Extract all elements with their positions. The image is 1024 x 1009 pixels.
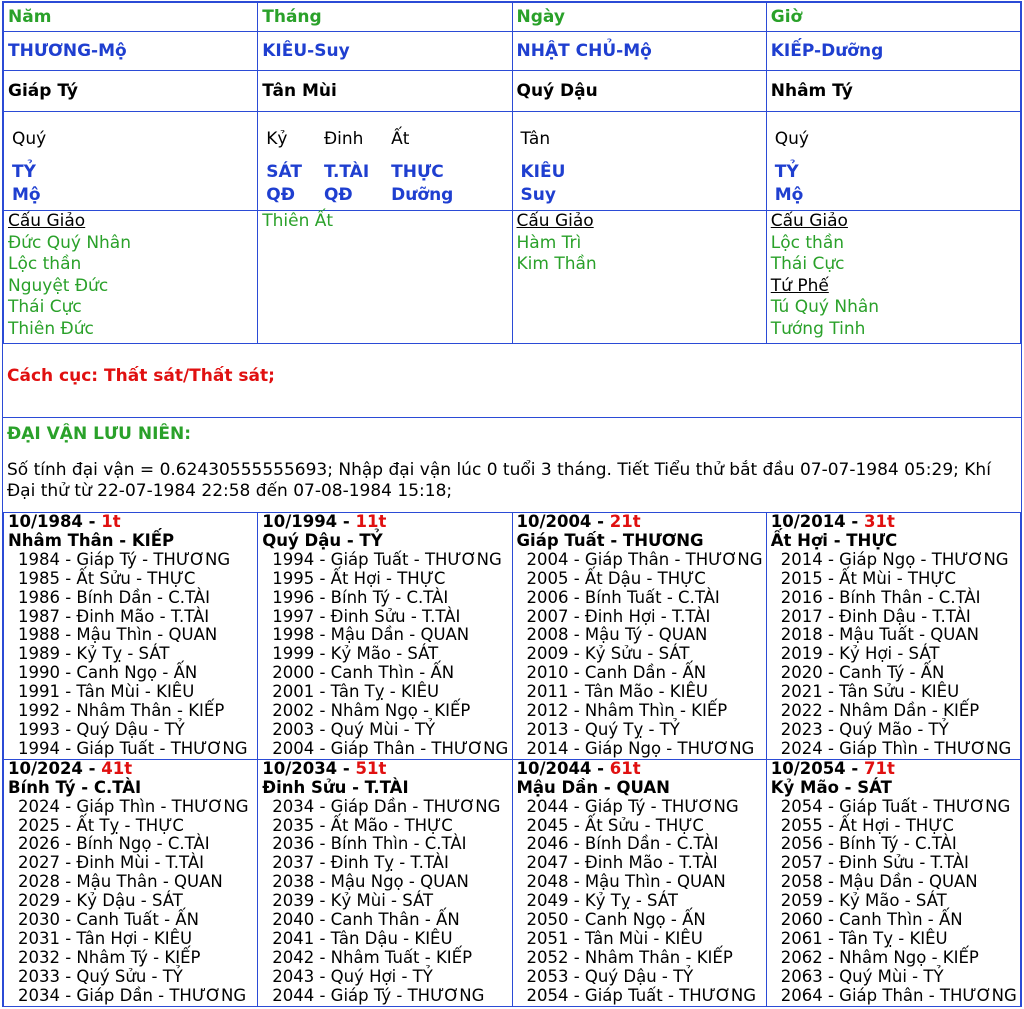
stars-cell bbox=[512, 211, 766, 344]
hidden-stems-cell bbox=[766, 112, 1020, 211]
luu-nien-line: 2039 - Kỷ Mùi - SÁT bbox=[272, 891, 434, 911]
luu-nien-line: 1996 - Bính Tý - C.TÀI bbox=[272, 587, 449, 607]
luu-nien-line: 2056 - Bính Tý - C.TÀI bbox=[780, 834, 957, 854]
hidden-stems-cell bbox=[512, 112, 766, 211]
dai-van-header bbox=[771, 513, 1016, 532]
hidden-stem-phase: Suy bbox=[520, 185, 556, 205]
hidden-stem-god: KIÊU bbox=[520, 162, 566, 182]
dai-van-cell bbox=[512, 759, 766, 1006]
dai-van-age: 51t bbox=[355, 758, 387, 778]
star-item: Đức Quý Nhân bbox=[8, 232, 132, 253]
pillar-god: THƯƠNG-Mộ bbox=[4, 32, 258, 71]
hidden-stem-column bbox=[12, 126, 46, 206]
dai-van-header bbox=[771, 760, 1016, 779]
hidden-stem-column bbox=[324, 126, 369, 206]
hidden-stems-cell bbox=[4, 112, 258, 211]
dai-van-ganzhi: Kỷ Mão - SÁT bbox=[770, 777, 892, 797]
hidden-stem-name: Quý bbox=[774, 129, 809, 149]
dai-van-cell bbox=[4, 759, 258, 1006]
dai-van-ganzhi: Nhâm Thân - KIẾP bbox=[8, 530, 175, 550]
luu-nien-line: 2002 - Nhâm Ngọ - KIẾP bbox=[272, 701, 471, 721]
luu-nien-line: 2019 - Kỷ Hợi - SÁT bbox=[780, 644, 940, 664]
luu-nien-line: 2050 - Canh Ngọ - ẤN bbox=[526, 910, 706, 930]
luu-nien-line: 2023 - Quý Mão - TỶ bbox=[780, 719, 949, 739]
star-item: Thái Cực bbox=[770, 254, 845, 274]
luu-nien-line: 1987 - Đinh Mão - T.TÀI bbox=[18, 606, 210, 626]
luu-nien-line: 2015 - Ất Mùi - THỰC bbox=[780, 568, 957, 588]
dvln-text: Số tính đại vận = 0.62430555555693; Nhập đại vận lúc 0 tuổi 3 tháng. Tiết Tiểu thử bắt đầu 07-07-1984 05:29; Khí Đại thử từ 22-07-1984 22:58 đến 07-08-1984 15:18; bbox=[7, 460, 991, 501]
pillar-god: NHẬT CHỦ-Mộ bbox=[512, 32, 766, 71]
luu-nien-line: 2005 - Ất Dậu - THỰC bbox=[526, 568, 706, 588]
luu-nien-line: 2016 - Bính Thân - C.TÀI bbox=[780, 587, 981, 607]
luu-nien-line: 2021 - Tân Sửu - KIÊU bbox=[780, 682, 960, 702]
luu-nien-line: 2049 - Kỷ Tỵ - SÁT bbox=[526, 891, 678, 911]
luu-nien-line: 2009 - Kỷ Sửu - SÁT bbox=[526, 644, 690, 664]
pillar-ganzhi: Tân Mùi bbox=[258, 71, 512, 112]
luu-nien-line: 2031 - Tân Hợi - KIÊU bbox=[18, 928, 193, 948]
dai-van-header bbox=[517, 513, 762, 532]
star-item: Thái Cực bbox=[8, 297, 82, 317]
luu-nien-line: 2042 - Nhâm Tuất - KIẾP bbox=[272, 947, 473, 967]
luu-nien-line: 2062 - Nhâm Ngọ - KIẾP bbox=[780, 947, 979, 967]
dai-van-age: 61t bbox=[609, 758, 641, 778]
luu-nien-line: 2020 - Canh Tý - ẤN bbox=[780, 663, 945, 683]
luu-nien-line: 1992 - Nhâm Thân - KIẾP bbox=[18, 701, 225, 721]
luu-nien-line: 2029 - Kỷ Dậu - SÁT bbox=[18, 891, 183, 911]
dai-van-header bbox=[8, 760, 253, 779]
pillar-ganzhi: Nhâm Tý bbox=[766, 71, 1020, 112]
hidden-stem-phase: Mộ bbox=[774, 185, 804, 205]
luu-nien-line: 2004 - Giáp Thân - THƯƠNG bbox=[526, 549, 763, 569]
luu-nien-line: 2035 - Ất Mão - THỰC bbox=[272, 815, 453, 835]
pillar-label-day: Ngày bbox=[512, 3, 766, 32]
dai-van-ganzhi: Quý Dậu - TỶ bbox=[262, 530, 383, 550]
hidden-stem-column bbox=[775, 126, 809, 206]
dai-van-ganzhi: Ất Hợi - THỰC bbox=[770, 530, 898, 550]
luu-nien-line: 2017 - Đinh Dậu - T.TÀI bbox=[780, 606, 971, 626]
luu-nien-line: 2001 - Tân Tỵ - KIÊU bbox=[272, 682, 440, 702]
hidden-stem-phase: Mộ bbox=[12, 185, 41, 205]
dai-van-row bbox=[4, 513, 1021, 760]
hidden-stem-column bbox=[391, 126, 453, 206]
dai-van-header bbox=[262, 760, 507, 779]
luu-nien-line: 2045 - Ất Sửu - THỰC bbox=[526, 815, 704, 835]
dai-van-age: 31t bbox=[864, 512, 895, 531]
luu-nien-line: 2048 - Mậu Thìn - QUAN bbox=[526, 872, 726, 892]
dai-van-row bbox=[4, 759, 1021, 1006]
luu-nien-line: 2013 - Quý Tỵ - TỶ bbox=[526, 719, 680, 739]
stars-row bbox=[4, 211, 1021, 344]
luu-nien-line: 2034 - Giáp Dần - THƯƠNG bbox=[272, 796, 501, 816]
dai-van-age: 41t bbox=[101, 758, 133, 778]
luu-nien-line: 2044 - Giáp Tý - THƯƠNG bbox=[526, 796, 739, 816]
hidden-stem-god: THỰC bbox=[391, 162, 444, 182]
star-item: Hàm Trì bbox=[516, 232, 582, 253]
luu-nien-line: 2053 - Quý Dậu - TỶ bbox=[526, 966, 694, 986]
hidden-stem-phase: QĐ bbox=[323, 185, 353, 205]
dai-van-ganzhi: Giáp Tuất - THƯƠNG bbox=[516, 530, 704, 550]
dai-van-cell bbox=[766, 759, 1020, 1006]
dai-van-header bbox=[8, 513, 253, 532]
luu-nien-line: 2011 - Tân Mão - KIÊU bbox=[526, 682, 708, 702]
dai-van-date: 10/2044 - bbox=[516, 758, 610, 778]
luu-nien-line: 2034 - Giáp Dần - THƯƠNG bbox=[18, 985, 247, 1005]
luu-nien-line: 1997 - Đinh Sửu - T.TÀI bbox=[272, 606, 461, 626]
star-item: Lộc thần bbox=[8, 254, 82, 274]
luu-nien-line: 2025 - Ất Tỵ - THỰC bbox=[18, 815, 184, 835]
luu-nien-line: 2010 - Canh Dần - ẤN bbox=[526, 663, 707, 683]
cach-cuc: Cách cục: Thất sát/Thất sát; bbox=[3, 344, 1021, 418]
dai-van-cell bbox=[766, 513, 1020, 760]
luu-nien-line: 2058 - Mậu Dần - QUAN bbox=[780, 872, 978, 892]
hidden-stem-name: Đinh bbox=[323, 129, 364, 149]
hidden-stem-god: T.TÀI bbox=[323, 162, 370, 182]
luu-nien-line: 2028 - Mậu Thân - QUAN bbox=[18, 872, 223, 892]
hidden-stem-column bbox=[266, 126, 302, 206]
dai-van-date: 10/2014 - bbox=[770, 512, 864, 531]
hidden-stem-name: Quý bbox=[12, 129, 47, 149]
dai-van-age: 11t bbox=[355, 512, 387, 531]
luu-nien-line: 2006 - Bính Tuất - C.TÀI bbox=[526, 587, 720, 607]
dai-van-date: 10/1994 - bbox=[262, 512, 356, 531]
hidden-stem-phase: QĐ bbox=[266, 185, 295, 205]
luu-nien-line: 2008 - Mậu Tý - QUAN bbox=[526, 625, 708, 645]
hidden-stem-name: Ất bbox=[391, 129, 410, 149]
luu-nien-line: 1995 - Ất Hợi - THỰC bbox=[272, 568, 446, 588]
dai-van-table bbox=[3, 512, 1021, 1007]
luu-nien-line: 2036 - Bính Thìn - C.TÀI bbox=[272, 834, 467, 854]
luu-nien-line: 2004 - Giáp Thân - THƯƠNG bbox=[272, 738, 509, 758]
hidden-stem-phase: Dưỡng bbox=[391, 185, 454, 205]
pillar-ganzhi: Giáp Tý bbox=[4, 71, 258, 112]
luu-nien-line: 1989 - Kỷ Tỵ - SÁT bbox=[18, 644, 170, 664]
stars-cell bbox=[258, 211, 512, 344]
dai-van-date: 10/2004 - bbox=[516, 512, 610, 531]
dai-van-cell bbox=[258, 759, 512, 1006]
dai-van-date: 10/1984 - bbox=[8, 512, 102, 531]
dai-van-age: 21t bbox=[609, 512, 641, 531]
luu-nien-line: 2052 - Nhâm Thân - KIẾP bbox=[526, 947, 733, 967]
pillar-ganzhi: Quý Dậu bbox=[512, 71, 766, 112]
luu-nien-line: 1993 - Quý Dậu - TỶ bbox=[18, 719, 185, 739]
luu-nien-line: 1994 - Giáp Tuất - THƯƠNG bbox=[18, 738, 248, 758]
luu-nien-line: 2043 - Quý Hợi - TỶ bbox=[272, 966, 433, 986]
pillar-label-year: Năm bbox=[4, 3, 258, 32]
pillar-label-month: Tháng bbox=[258, 3, 512, 32]
luu-nien-line: 2055 - Ất Hợi - THỰC bbox=[780, 815, 954, 835]
dai-van-header bbox=[262, 513, 507, 532]
dai-van-age: 1t bbox=[101, 512, 121, 531]
dai-van-ganzhi: Mậu Dần - QUAN bbox=[516, 777, 670, 797]
luu-nien-line: 2038 - Mậu Ngọ - QUAN bbox=[272, 872, 469, 892]
luu-nien-line: 2012 - Nhâm Thìn - KIẾP bbox=[526, 701, 728, 721]
pillar-god-row bbox=[4, 32, 1021, 71]
star-item: Nguyệt Đức bbox=[8, 275, 109, 296]
dai-van-ganzhi: Bính Tý - C.TÀI bbox=[8, 777, 142, 797]
luu-nien-line: 2022 - Nhâm Dần - KIẾP bbox=[780, 701, 980, 721]
luu-nien-line: 2061 - Tân Tỵ - KIÊU bbox=[780, 928, 948, 948]
luu-nien-line: 2054 - Giáp Tuất - THƯƠNG bbox=[526, 985, 757, 1005]
luu-nien-line: 2014 - Giáp Ngọ - THƯƠNG bbox=[780, 549, 1009, 569]
pillar-ganzhi-row bbox=[4, 71, 1021, 112]
luu-nien-line: 2014 - Giáp Ngọ - THƯƠNG bbox=[526, 738, 755, 758]
luu-nien-line: 2024 - Giáp Thìn - THƯƠNG bbox=[18, 796, 249, 816]
hidden-stem-god: SÁT bbox=[266, 162, 302, 182]
pillar-header-row bbox=[4, 3, 1021, 32]
hidden-stems-row bbox=[4, 112, 1021, 211]
star-item: Tứ Phế bbox=[770, 275, 829, 296]
dai-van-header bbox=[517, 760, 762, 779]
dai-van-date: 10/2024 - bbox=[8, 758, 102, 778]
luu-nien-line: 1994 - Giáp Tuất - THƯƠNG bbox=[272, 549, 502, 569]
dai-van-cell bbox=[512, 513, 766, 760]
dai-van-age: 71t bbox=[864, 758, 895, 778]
luu-nien-line: 2044 - Giáp Tý - THƯƠNG bbox=[272, 985, 485, 1005]
star-item: Tú Quý Nhân bbox=[770, 297, 880, 317]
hidden-stem-name: Tân bbox=[520, 129, 551, 149]
pillar-god: KIẾP-Dưỡng bbox=[766, 32, 1020, 71]
dai-van-date: 10/2054 - bbox=[770, 758, 864, 778]
star-item: Thiên Đức bbox=[8, 318, 94, 339]
star-item: Cấu Giảo bbox=[770, 211, 848, 231]
luu-nien-line: 2007 - Đinh Hợi - T.TÀI bbox=[526, 606, 711, 626]
hidden-stem-name: Kỷ bbox=[266, 129, 288, 149]
luu-nien-line: 1990 - Canh Ngọ - ẤN bbox=[18, 663, 198, 683]
luu-nien-line: 2026 - Bính Ngọ - C.TÀI bbox=[18, 834, 210, 854]
luu-nien-line: 1999 - Kỷ Mão - SÁT bbox=[272, 644, 439, 664]
luu-nien-line: 2027 - Đinh Mùi - T.TÀI bbox=[18, 853, 205, 873]
hidden-stem-column bbox=[521, 126, 566, 206]
luu-nien-line: 2063 - Quý Mùi - TỶ bbox=[780, 966, 944, 986]
luu-nien-line: 2018 - Mậu Tuất - QUAN bbox=[780, 625, 979, 645]
luu-nien-line: 2064 - Giáp Thân - THƯƠNG bbox=[780, 985, 1017, 1005]
hidden-stem-god: TỶ bbox=[12, 162, 36, 182]
luu-nien-line: 2024 - Giáp Thìn - THƯƠNG bbox=[780, 738, 1012, 758]
hidden-stem-god: TỶ bbox=[774, 162, 799, 182]
luu-nien-line: 2000 - Canh Thìn - ẤN bbox=[272, 663, 455, 683]
star-item: Lộc thần bbox=[770, 232, 845, 253]
pillar-label-hour: Giờ bbox=[766, 3, 1020, 32]
luu-nien-line: 2059 - Kỷ Mão - SÁT bbox=[780, 891, 947, 911]
pillar-god: KIÊU-Suy bbox=[258, 32, 512, 71]
star-item: Cấu Giảo bbox=[516, 211, 594, 231]
luu-nien-line: 1991 - Tân Mùi - KIÊU bbox=[18, 682, 195, 702]
luu-nien-line: 2003 - Quý Mùi - TỶ bbox=[272, 719, 436, 739]
luu-nien-line: 1998 - Mậu Dần - QUAN bbox=[272, 625, 470, 645]
luu-nien-line: 2037 - Đinh Tỵ - T.TÀI bbox=[272, 853, 449, 873]
stars-cell bbox=[766, 211, 1020, 344]
luu-nien-line: 2032 - Nhâm Tý - KIẾP bbox=[18, 947, 201, 967]
star-item: Kim Thần bbox=[516, 254, 597, 274]
hidden-stems-cell bbox=[258, 112, 512, 211]
bazi-chart bbox=[2, 1, 1022, 1007]
star-item: Cấu Giảo bbox=[8, 211, 86, 231]
luu-nien-line: 1988 - Mậu Thìn - QUAN bbox=[18, 625, 218, 645]
dai-van-cell bbox=[4, 513, 258, 760]
luu-nien-line: 2030 - Canh Tuất - ẤN bbox=[18, 910, 199, 930]
dvln-title: ĐẠI VẬN LƯU NIÊN: bbox=[7, 424, 192, 444]
dai-van-cell bbox=[258, 513, 512, 760]
dai-van-date: 10/2034 - bbox=[262, 758, 356, 778]
luu-nien-line: 2047 - Đinh Mão - T.TÀI bbox=[526, 853, 718, 873]
luu-nien-line: 1985 - Ất Sửu - THỰC bbox=[18, 568, 196, 588]
star-item: Tướng Tinh bbox=[770, 318, 866, 339]
luu-nien-line: 2057 - Đinh Sửu - T.TÀI bbox=[780, 853, 969, 873]
star-item: Thiên Ất bbox=[262, 211, 334, 231]
luu-nien-line: 2033 - Quý Sửu - TỶ bbox=[18, 966, 183, 986]
luu-nien-line: 2051 - Tân Mùi - KIÊU bbox=[526, 928, 703, 948]
luu-nien-line: 2041 - Tân Dậu - KIÊU bbox=[272, 928, 453, 948]
dai-van-ganzhi: Đinh Sửu - T.TÀI bbox=[262, 777, 409, 797]
pillars-table bbox=[3, 2, 1021, 344]
luu-nien-line: 1984 - Giáp Tý - THƯƠNG bbox=[18, 549, 231, 569]
luu-nien-line: 1986 - Bính Dần - C.TÀI bbox=[18, 587, 210, 607]
luu-nien-line: 2060 - Canh Thìn - ẤN bbox=[780, 910, 963, 930]
luu-nien-line: 2040 - Canh Thân - ẤN bbox=[272, 910, 460, 930]
luu-nien-line: 2054 - Giáp Tuất - THƯƠNG bbox=[780, 796, 1011, 816]
stars-cell bbox=[4, 211, 258, 344]
luu-nien-line: 2046 - Bính Dần - C.TÀI bbox=[526, 834, 719, 854]
